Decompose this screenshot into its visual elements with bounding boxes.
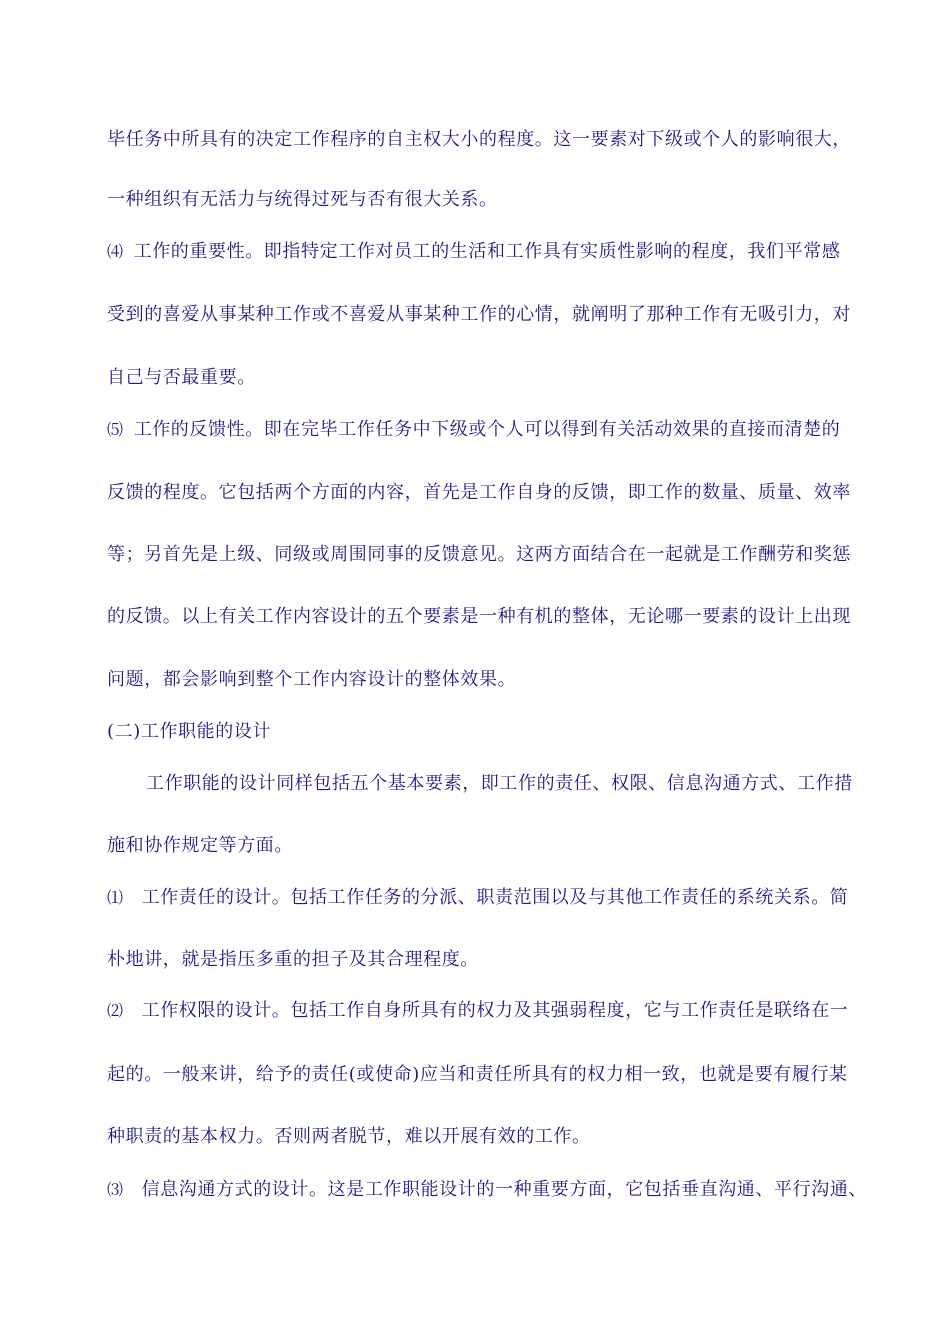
- text: 起的。一般来讲，给予的责任(或使命)应当和责任所具有的权力相一致，也就是要有履行某: [107, 1064, 848, 1085]
- item-number: ⑶: [107, 1180, 124, 1199]
- item-5-line: [107, 418, 840, 442]
- text: 施和协作规定等方面。: [107, 835, 293, 856]
- text: 等；另首先是上级、同级或周围同事的反馈意见。这两方面结合在一起就是工作酬劳和奖惩: [107, 544, 851, 565]
- text: 反馈的程度。它包括两个方面的内容，首先是工作自身的反馈，即工作的数量、质量、效率: [107, 482, 851, 503]
- text-line: [107, 543, 851, 567]
- text: 工作的反馈性。即在完毕工作任务中下级或个人可以得到有关活动效果的直接而清楚的: [133, 419, 841, 440]
- text: 信息沟通方式的设计。这是工作职能设计的一种重要方面，它包括垂直沟通、平行沟通、: [141, 1179, 868, 1200]
- text: 受到的喜爱从事某种工作或不喜爱从事某种工作的心情，就阐明了那种工作有无吸引力，对: [107, 304, 851, 325]
- text: 工作职能的设计同样包括五个基本要素，即工作的责任、权限、信息沟通方式、工作措: [146, 773, 853, 794]
- text-line: [107, 1063, 848, 1087]
- section-heading: [107, 720, 271, 744]
- text: 朴地讲，就是指压多重的担子及其合理程度。: [107, 949, 479, 970]
- item-number: ⑷: [107, 242, 124, 261]
- item-number: ⑴: [107, 888, 124, 907]
- text: 问题，都会影响到整个工作内容设计的整体效果。: [107, 669, 517, 690]
- text-line: [107, 834, 293, 858]
- text-line: [107, 605, 851, 629]
- text: 工作的重要性。即指特定工作对员工的生活和工作具有实质性影响的程度，我们平常感: [133, 241, 841, 262]
- text: 工作权限的设计。包括工作自身所具有的权力及其强弱程度，它与工作责任是联络在一: [141, 1000, 849, 1021]
- item-number: ⑵: [107, 1001, 124, 1020]
- text: 工作责任的设计。包括工作任务的分派、职责范围以及与其他工作责任的系统关系。简: [141, 887, 849, 908]
- text: 自己与否最重要。: [107, 367, 256, 388]
- text-line: [107, 948, 479, 972]
- text-line: [107, 303, 851, 327]
- item-4-line: [107, 240, 840, 264]
- text-line: [107, 1125, 591, 1149]
- item-number: ⑸: [107, 420, 124, 439]
- item-2-line: [107, 999, 848, 1023]
- text-line: [107, 128, 851, 152]
- text-line: [146, 772, 853, 796]
- text: 的反馈。以上有关工作内容设计的五个要素是一种有机的整体，无论哪一要素的设计上出现: [107, 606, 851, 627]
- text-line: [107, 668, 516, 692]
- text: 种职责的基本权力。否则两者脱节，难以开展有效的工作。: [107, 1126, 591, 1147]
- item-1-line: [107, 886, 848, 910]
- text: 一种组织有无活力与统得过死与否有很大关系。: [107, 189, 498, 210]
- text-line: [107, 188, 498, 212]
- text: (二)工作职能的设计: [107, 721, 272, 742]
- text-line: [107, 481, 851, 505]
- text: 毕任务中所具有的决定工作程序的自主权大小的程度。这一要素对下级或个人的影响很大，: [107, 129, 851, 150]
- item-3-line: [107, 1178, 867, 1202]
- text-line: [107, 366, 256, 390]
